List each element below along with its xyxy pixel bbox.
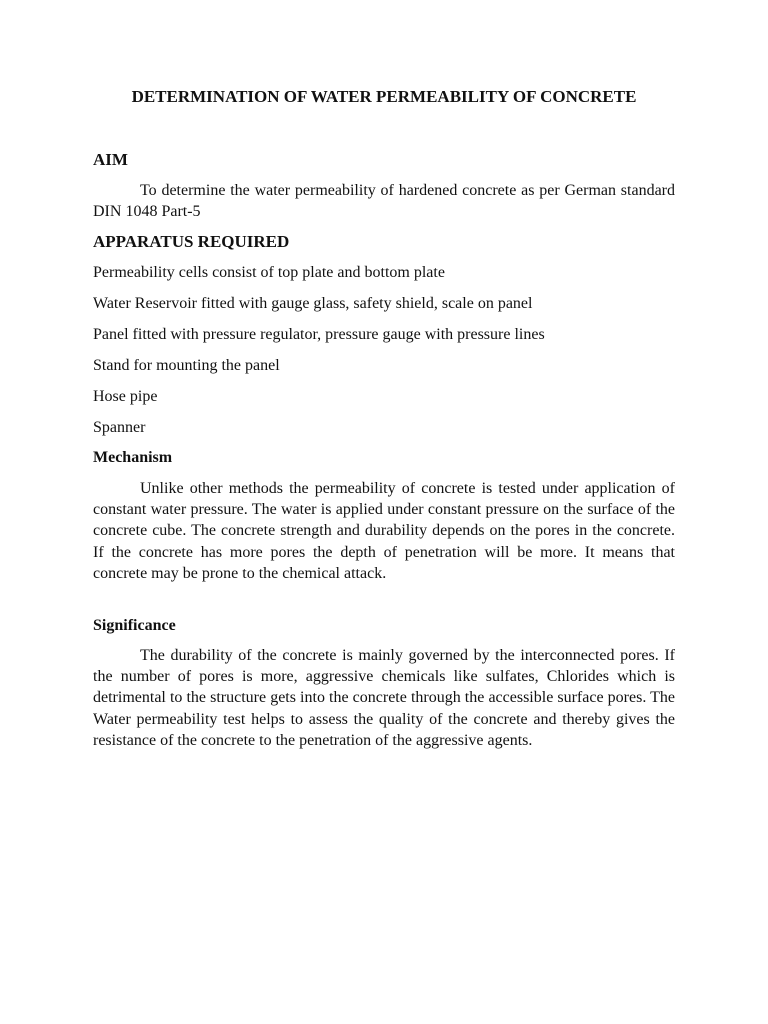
apparatus-item: Hose pipe	[93, 388, 158, 405]
apparatus-item: Permeability cells consist of top plate and bottom plate	[93, 264, 445, 281]
apparatus-item: Spanner	[93, 419, 146, 436]
aim-heading: AIM	[93, 150, 128, 169]
mechanism-text: Unlike other methods the permeability of concrete is tested under application of constant water pressure. The water is applied under constant pressure on the surface of the concrete cube. The concrete strength and durability depends on the pores in the concrete. If the concrete has more pores the depth of penetration will be more. It means that concrete may be prone to the chemical attack.	[93, 480, 675, 582]
apparatus-heading: APPARATUS REQUIRED	[93, 232, 290, 251]
apparatus-item: Water Reservoir fitted with gauge glass, safety shield, scale on panel	[93, 295, 533, 312]
aim-text: To determine the water permeability of hardened concrete as per German standard DIN 1048 Part-5	[93, 182, 675, 221]
mechanism-heading: Mechanism	[93, 449, 173, 466]
apparatus-item: Stand for mounting the panel	[93, 357, 280, 374]
apparatus-item: Panel fitted with pressure regulator, pressure gauge with pressure lines	[93, 326, 545, 343]
significance-text: The durability of the concrete is mainly governed by the interconnected pores. If the number of pores is more, aggressive chemicals like sulfates, Chlorides which is detrimental to the structure gets into the concrete through the accessible surface pores. The Water permeability test helps to assess the quality of the concrete and thereby gives the resistance of the concrete to the penetration of the aggressive agents.	[93, 647, 675, 749]
significance-heading: Significance	[93, 617, 176, 634]
document-title: DETERMINATION OF WATER PERMEABILITY OF CONCRETE	[131, 87, 637, 106]
